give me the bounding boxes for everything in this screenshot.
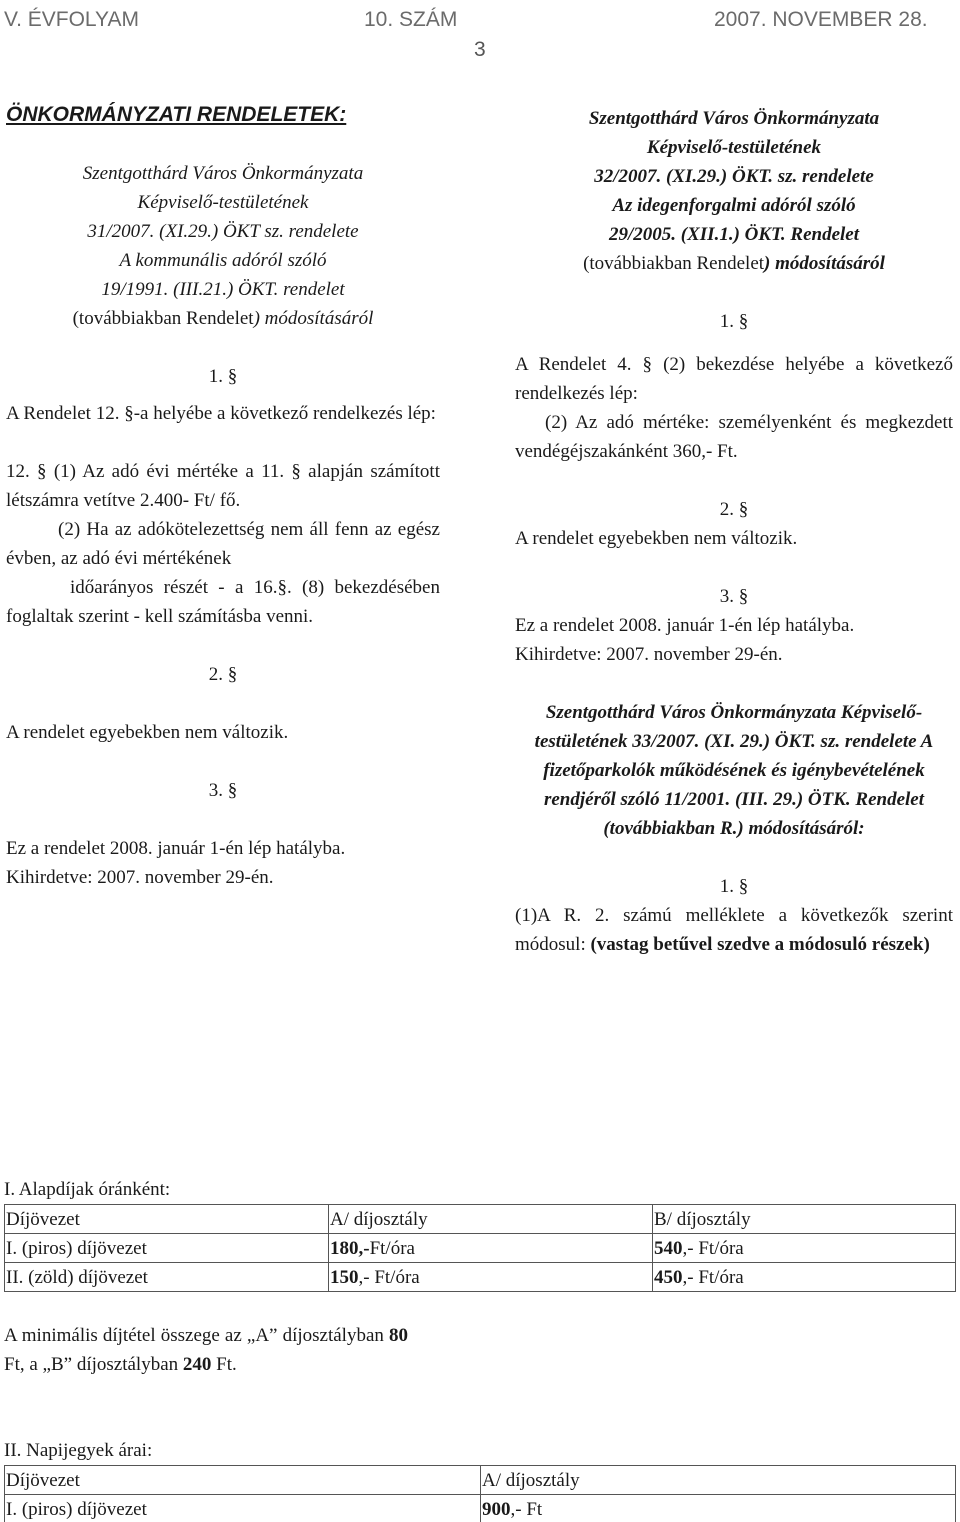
left-column <box>6 100 440 892</box>
header-class-a: A/ díjosztály <box>329 1205 653 1234</box>
section-1-b: 1. § <box>719 876 749 897</box>
regulation-title-31: Szentgotthárd Város Önkormányzata Képviselő-testületének 31/2007. (XI.29.) ÖKT sz. rendelete A kommunális adóról szóló 19/1991. (III.21.) ÖKT. rendelet (továbbiakban Rendelet) módosításáról <box>72 163 374 329</box>
section-1: 1. § <box>719 311 749 332</box>
date-label: 2007. NOVEMBER 28. <box>714 8 928 31</box>
paragraph-rendelet-4: A Rendelet 4. § (2) bekezdése helyébe a következő rendelkezés lép: <box>515 354 953 404</box>
paragraph-published: Kihirdetve: 2007. november 29-én. <box>6 867 274 888</box>
volume-label: V. ÉVFOLYAM <box>4 8 139 31</box>
paragraph-unchanged: A rendelet egyebekben nem változik. <box>515 528 798 549</box>
class-a-cell: 150,- Ft/óra <box>329 1263 653 1292</box>
paragraph-published: Kihirdetve: 2007. november 29-én. <box>515 644 783 665</box>
class-a-cell: 900,- Ft <box>481 1495 956 1522</box>
right-column <box>515 104 953 959</box>
class-b-cell: 450,- Ft/óra <box>653 1263 956 1292</box>
table-row <box>5 1263 956 1292</box>
section-2: 2. § <box>719 499 749 520</box>
section-heading: ÖNKORMÁNYZATI RENDELETEK: <box>6 103 347 126</box>
paragraph-rendelet-12: A Rendelet 12. §-a helyébe a következő rendelkezés lép: <box>6 403 436 424</box>
paragraph-effective: Ez a rendelet 2008. január 1-én lép hatályba. <box>6 838 346 859</box>
table-row <box>5 1495 956 1522</box>
section-3: 3. § <box>208 780 238 801</box>
table-header-row <box>5 1205 956 1234</box>
regulation-title-32: Szentgotthárd Város Önkormányzata Képviselő-testületének 32/2007. (XI.29.) ÖKT. sz. rendelete Az idegenforgalmi adóról szóló 29/2005. (XII.1.) ÖKT. Rendelet (továbbiakban Rendelet) módosításáról <box>583 108 885 274</box>
class-a-cell: 180,-Ft/óra <box>329 1234 653 1263</box>
section-2: 2. § <box>208 664 238 685</box>
section-3: 3. § <box>719 586 749 607</box>
zone-cell: II. (zöld) díjövezet <box>5 1263 329 1292</box>
header-zone: Díjövezet <box>5 1466 481 1495</box>
tariff-heading: I. Alapdíjak óránként: <box>4 1179 171 1200</box>
tariff-table <box>4 1204 956 1292</box>
paragraph-unchanged: A rendelet egyebekben nem változik. <box>6 722 289 743</box>
issue-label: 10. SZÁM <box>364 8 458 31</box>
zone-cell: I. (piros) díjövezet <box>5 1495 481 1522</box>
paragraph-12-2-cont: időarányos részét - a 16.§. (8) bekezdésében foglaltak szerint - kell számításba venni. <box>6 577 440 627</box>
day-ticket-section <box>4 1436 956 1522</box>
day-ticket-table <box>4 1465 956 1522</box>
page-number: 3 <box>474 38 486 61</box>
paragraph-annex-2: (1)A R. 2. számú melléklete a következők szerint módosul: (vastag betűvel szedve a módosuló részek) <box>515 905 953 955</box>
regulation-title-33: Szentgotthárd Város Önkormányzata Képviselő-testületének 33/2007. (XI. 29.) ÖKT. sz. rendelete A fizetőparkolók működésének és igénybevételének rendjéről szóló 11/2001. (III. 29.) ÖTK. Rendelet (továbbiakban R.) módosításáról: <box>534 702 934 839</box>
paragraph-12-1: 12. § (1) Az adó évi mértéke a 11. § alapján számított létszámra vetítve 2.400- Ft/ fő. <box>6 461 440 511</box>
paragraph-12-2: (2) Ha az adókötelezettség nem áll fenn az egész évben, az adó évi mértékének <box>6 519 440 569</box>
zone-cell: I. (piros) díjövezet <box>5 1234 329 1263</box>
masthead <box>0 5 960 63</box>
paragraph-effective: Ez a rendelet 2008. január 1-én lép hatályba. <box>515 615 855 636</box>
header-class-a: A/ díjosztály <box>481 1466 956 1495</box>
header-class-b: B/ díjosztály <box>653 1205 956 1234</box>
day-ticket-heading: II. Napijegyek árai: <box>4 1440 153 1461</box>
header-zone: Díjövezet <box>5 1205 329 1234</box>
paragraph-4-2: (2) Az adó mértéke: személyenként és megkezdett vendégéjszakánként 360,- Ft. <box>515 412 953 462</box>
tariff-section <box>4 1175 956 1292</box>
table-header-row <box>5 1466 956 1495</box>
table-row <box>5 1234 956 1263</box>
minimum-fee-note: A minimális díjtétel összege az „A” díjosztályban 80 Ft, a „B” díjosztályban 240 Ft. <box>4 1325 408 1375</box>
section-1: 1. § <box>208 366 238 387</box>
class-b-cell: 540,- Ft/óra <box>653 1234 956 1263</box>
